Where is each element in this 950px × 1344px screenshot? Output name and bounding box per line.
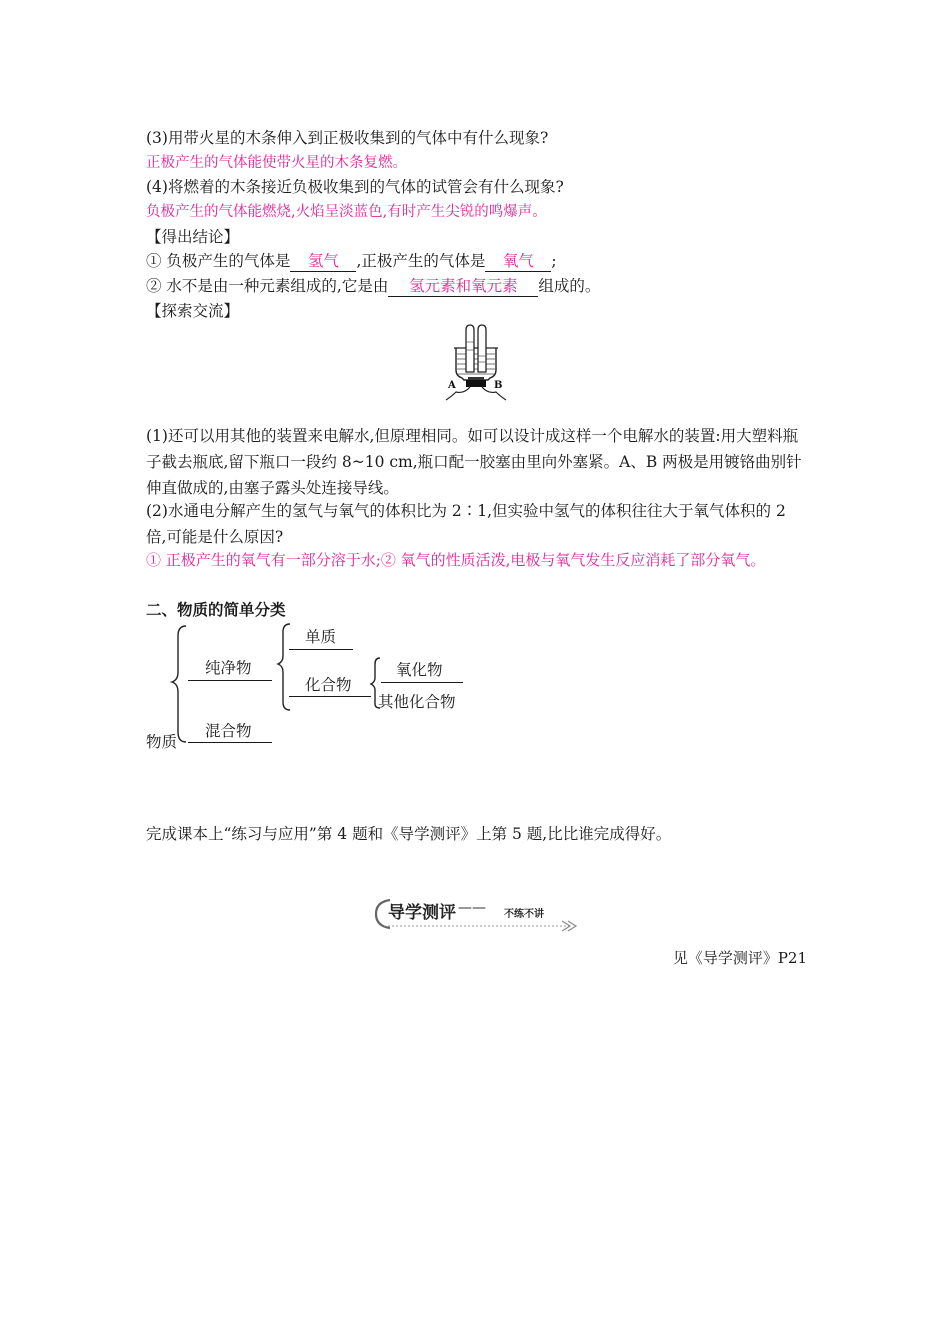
conclusion-header: 【得出结论】: [146, 228, 240, 246]
electrolysis-apparatus-figure: [442, 322, 510, 404]
tree-element: 单质: [305, 628, 337, 646]
conclusion-line-1: [146, 249, 557, 273]
tree-underline: [289, 649, 353, 650]
section-title-classification: 二、物质的简单分类: [146, 601, 286, 619]
classification-braces: [170, 620, 390, 750]
question-4: (4)将燃着的木条接近负极收集到的气体的试管会有什么现象?: [146, 178, 564, 196]
homework-instruction: 完成课本上“练习与应用”第 4 题和《导学测评》上第 5 题,比比谁完成得好。: [146, 825, 672, 843]
banner-subtitle: 不练不讲: [504, 909, 544, 920]
explore-header: 【探索交流】: [146, 302, 240, 320]
explore-paragraph-2: (2)水通电分解产生的氢气与氧气的体积比为 2∶1,但实验中氢气的体积往往大于氧气体积的 2 倍,可能是什么原因?: [146, 502, 786, 546]
tree-pure-substance: 纯净物: [205, 659, 252, 677]
tree-root-matter: 物质: [146, 733, 178, 751]
answer-4: 负极产生的气体能燃烧,火焰呈淡蓝色,有时产生尖锐的鸣爆声。: [146, 204, 547, 220]
conclusion-text: ,正极产生的气体是: [356, 252, 486, 270]
banner-dash: ——: [458, 900, 486, 916]
banner: [372, 896, 582, 932]
tree-mixture: 混合物: [205, 722, 252, 740]
blank-negative-gas: 氢气: [290, 251, 356, 272]
tree-oxide: 氧化物: [396, 661, 443, 679]
conclusion-text: ① 负极产生的气体是: [146, 252, 291, 270]
blank-positive-gas: 氧气: [485, 251, 551, 272]
blank-elements: 氢元素和氧元素: [388, 276, 538, 297]
answer-3: 正极产生的气体能使带火星的木条复燃。: [146, 155, 407, 171]
electrode-label-a: A: [448, 380, 456, 391]
question-3: (3)用带火星的木条伸入到正极收集到的气体中有什么现象?: [146, 129, 549, 147]
tree-underline: [188, 680, 272, 681]
tree-compound: 化合物: [305, 676, 352, 694]
conclusion-text: ② 水不是由一种元素组成的,它是由: [146, 277, 389, 295]
reference-text: 见《导学测评》P21: [672, 949, 807, 967]
electrode-label-b: B: [494, 380, 503, 391]
tree-underline: [289, 696, 371, 697]
banner-title: 导学测评: [388, 903, 456, 923]
tree-other-compound: 其他化合物: [378, 693, 456, 711]
tree-underline: [381, 682, 463, 683]
conclusion-text: ;: [551, 252, 557, 270]
explore-answer: ① 正极产生的氧气有一部分溶于水;② 氧气的性质活泼,电极与氧气发生反应消耗了部分氧气。: [146, 551, 766, 569]
conclusion-line-2: [146, 274, 600, 298]
tree-underline: [188, 742, 272, 743]
explore-paragraph-1: (1)还可以用其他的装置来电解水,但原理相同。如可以设计成这样一个电解水的装置:用大塑料瓶子截去瓶底,留下瓶口一段约 8~10 cm,瓶口配一胶塞由里向外塞紧。A、B 两极是用镀铬曲别针伸直做成的,由塞子露头处连接导线。: [146, 427, 802, 497]
conclusion-text: 组成的。: [538, 277, 601, 295]
